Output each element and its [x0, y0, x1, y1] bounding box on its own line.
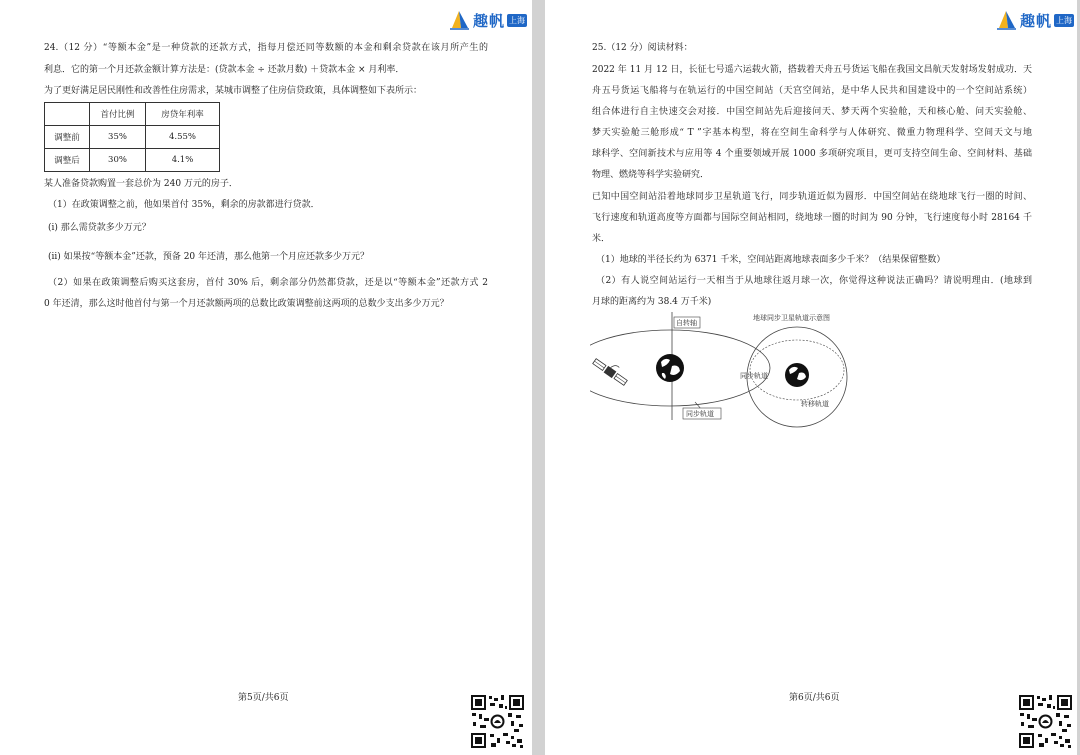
table-cell: 4.55%	[146, 126, 220, 149]
sync-orbit-label: 同步轨道	[740, 372, 768, 380]
table-cell: 调整后	[45, 149, 90, 172]
table-row	[45, 126, 220, 149]
table-cell: 调整前	[45, 126, 90, 149]
axis-label: 自转轴	[676, 319, 697, 327]
sail-icon	[448, 9, 470, 31]
transfer-orbit-label: 转移轨道	[801, 400, 829, 408]
q25-para-line-6: 物理、燃烧等科学实验研究．	[592, 170, 710, 180]
table-header-row	[45, 103, 220, 126]
page-number: 第6页/共6页	[789, 693, 840, 703]
q25-para-line-1: 2022 年 11 月 12 日，长征七号遥六运载火箭，搭载着天舟五号货运飞船在我国文昌航天发射场发射成功．天	[592, 65, 1032, 75]
brand-logo	[995, 9, 1074, 31]
table-header-cell: 房贷年利率	[146, 103, 220, 126]
q25-part-2-line-2: 月球的距离约为 38.4 万千米)	[592, 297, 712, 307]
q25-para-line-5: 球科学、空间新技术与应用等 4 个重要领域开展 1000 多项研究项目，更可支持空间生命、空间材料、基础	[592, 149, 1032, 159]
table-cell: 30%	[90, 149, 146, 172]
table-row	[45, 149, 220, 172]
q24-part-1-i: (i) 那么需贷款多少万元？	[48, 223, 151, 233]
q25-para-line-3: 组合体进行自主快速交会对接．中国空间站先后迎接问天、梦天两个实验舱，天和核心舱、问天实验舱、	[592, 107, 1032, 117]
table-header-cell	[45, 103, 90, 126]
q24-line-3: 为了更好满足居民刚性和改善性住房需求，某城市调整了住房信贷政策，具体调整如下表所示：	[44, 86, 423, 96]
q25-para-line-9: 米．	[592, 234, 611, 244]
brand-logo	[448, 9, 527, 31]
policy-table	[44, 102, 220, 172]
geo-orbit-diagram	[735, 310, 860, 445]
qr-code-icon	[1018, 694, 1073, 749]
earth-icon	[785, 363, 809, 387]
geo-diagram-title: 地球同步卫星轨道示意图	[753, 314, 830, 322]
q25-para-line-7: 已知中国空间站沿着地球同步卫星轨道飞行，同步轨道近似为圆形．中国空间站在绕地球飞行一圈的时间、	[592, 192, 1032, 202]
orbit-label: 同步轨道	[686, 410, 714, 418]
q24-part-2-line-2: 0 年还清，那么这时他首付与第一个月还款额两项的总数比政策调整前这两项的总数少支出多少万元？	[44, 299, 449, 309]
q25-part-2-line-1: （2）有人说空间站运行一天相当于从地球往返月球一次，你觉得这种说法正确吗？请说明理由．(地球到	[596, 276, 1032, 286]
q24-part-1: （1）在政策调整之前，他如果首付 35%，剩余的房款都进行贷款．	[48, 200, 320, 210]
brand-badge: 上海	[509, 15, 526, 25]
table-header-cell: 首付比例	[90, 103, 146, 126]
q24-part-1-ii: (ii) 如果按“等额本金”还款，预备 20 年还清，那么他第一个月应还款多少万元？	[48, 252, 370, 262]
satellite-icon	[592, 354, 631, 387]
brand-name: 趣帆	[1020, 11, 1053, 30]
q25-para-line-2: 舟五号货运飞船将与在轨运行的中国空间站（天宫空间站，是中华人民共和国建设中的一个空间站系统）	[592, 86, 1032, 96]
sail-icon	[995, 9, 1017, 31]
earth-icon	[656, 354, 684, 382]
q24-total-price: 某人准备贷款购置一套总价为 240 万元的房子．	[44, 179, 238, 189]
q24-line-1: 24.（12 分）“等额本金”是一种贷款的还款方式，指每月偿还同等数额的本金和剩余贷款在该月所产生的	[44, 43, 488, 53]
q24-part-2-line-1: （2）如果在政策调整后购买这套房，首付 30% 后，剩余部分仍然都贷款，还是以“等额本金”还款方式 2	[48, 278, 488, 288]
page-number: 第5页/共6页	[238, 693, 289, 703]
q25-para-line-8: 飞行速度和轨道高度等方面都与国际空间站相同，绕地球一圈的时间为 90 分钟，飞行速度每小时 28164 千	[592, 213, 1032, 223]
q25-part-1: （1）地球的半径长约为 6371 千米，空间站距离地球表面多少千米？（结果保留整数）	[596, 255, 946, 265]
page-5	[0, 0, 532, 755]
q24-line-2: 利息．它的第一个月还款金额计算方法是：(贷款本金 ÷ 还款月数) ＋贷款本金 × 月利率．	[44, 65, 405, 75]
table-cell: 4.1%	[146, 149, 220, 172]
brand-name: 趣帆	[473, 11, 506, 30]
page-6	[545, 0, 1077, 755]
q25-title: 25.（12 分）阅读材料：	[592, 43, 693, 53]
qr-code-icon	[470, 694, 525, 749]
table-cell: 35%	[90, 126, 146, 149]
brand-badge: 上海	[1056, 15, 1073, 25]
q25-para-line-4: 梦天实验舱三舱形成“ T ”字基本构型，将在空间生命科学与人体研究、微重力物理科学、空间天文与地	[592, 128, 1032, 138]
